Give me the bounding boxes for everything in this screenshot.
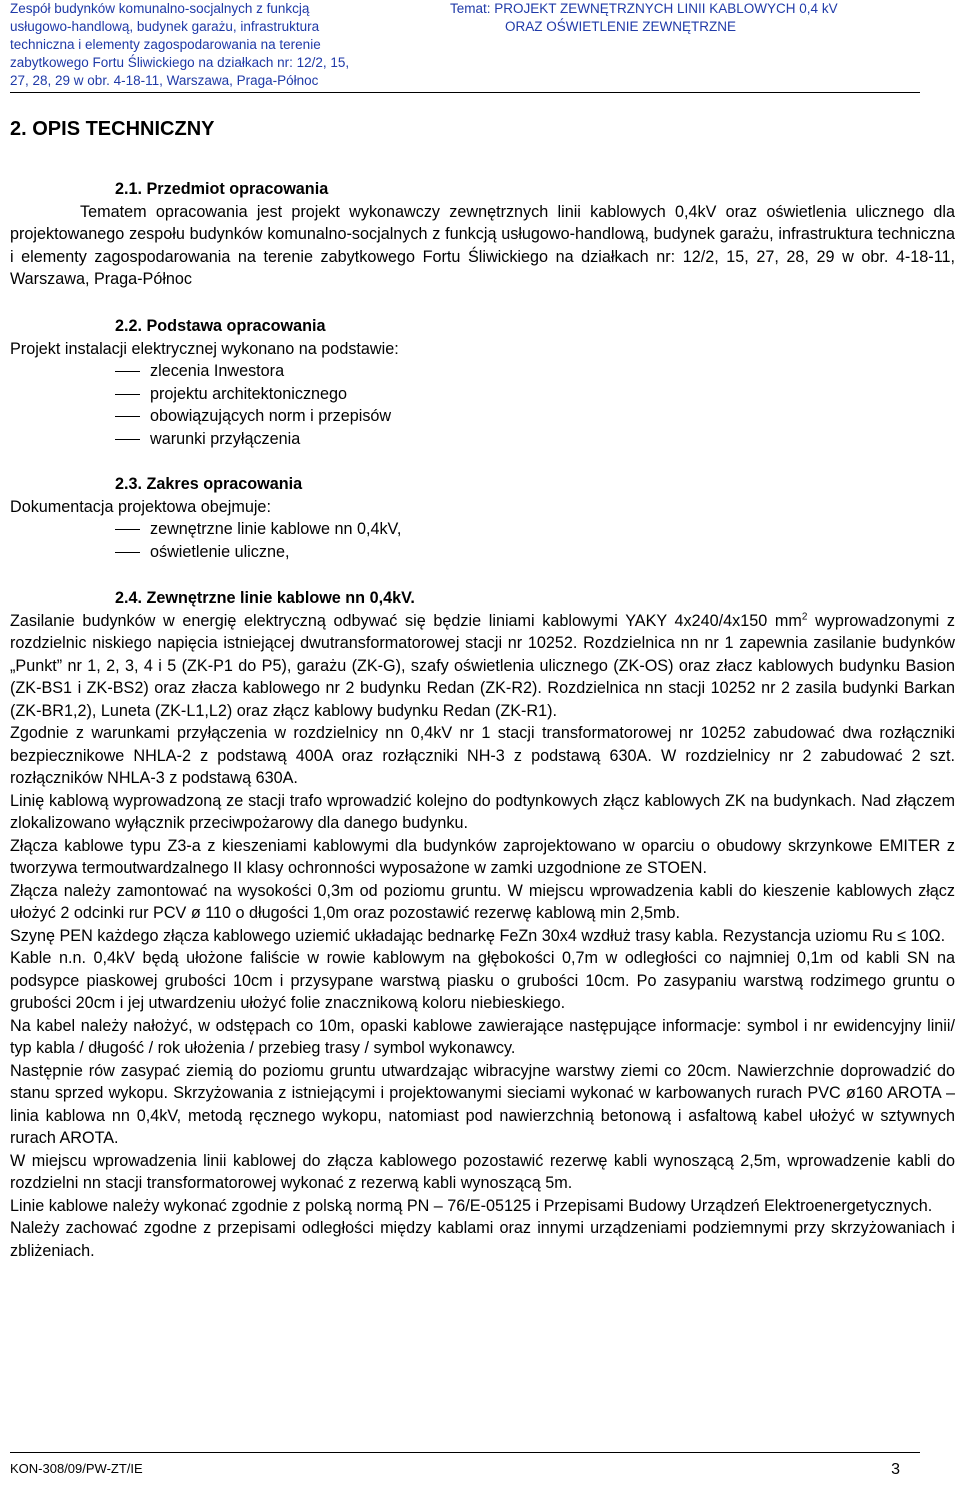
paragraph: Szynę PEN każdego złącza kablowego uziemić układając bednarkę FeZn 30x4 wzdłuż trasy kabla. Rezystancja uziomu Ru ≤ 10Ω.: [10, 926, 946, 945]
list-item: zewnętrzne linie kablowe nn 0,4kV,: [10, 518, 955, 541]
project-title-line: Zespół budynków komunalno-socjalnych z funkcją: [10, 1, 310, 16]
section-title: 2.3. Zakres opracowania: [115, 475, 303, 493]
section-2-3: [10, 473, 955, 563]
paragraph: Następnie rów zasypać ziemią do poziomu gruntu utwardzając wibracyjne warstwy ziemi co 20cm. Nawierzchnie doprowadzić do stanu sprzed wykopu. Skrzyżowania z istniejącymi i projektowanymi sieciami wykonać w karbowanych rurach PVC ø160 AROTA – linia kablowa nn 0,4kV, metodą ręcznego wykopu, natomiast pod nawierzchnią betonową i asfaltową kabel ułożyć w sztywnych rurach AROTA.: [10, 1061, 955, 1147]
section-text: Tematem opracowania jest projekt wykonawczy zewnętrznych linii kablowych 0,4kV oraz oświetlenia ulicznego dla projektowanego zespołu budynków komunalno-socjalnych z funkcją usługowo-handlową, budynek garażu, infrastruktura techniczna i elementy zagospodarowania na terenie zabytkowego Fortu Śliwickiego na działkach nr: 12/2, 15, 27, 28, 29 w obr. 4-18-11, Warszawa, Praga-Północ: [10, 202, 955, 288]
section-intro: Projekt instalacji elektrycznej wykonano na podstawie:: [10, 339, 399, 358]
page-number: 3: [891, 1461, 900, 1478]
paragraph: Złącza kablowe typu Z3-a z kieszeniami kablowymi dla budynków zaprojektowano w oparciu o obudowy skrzynkowe EMITER z tworzywa termoutwardzalnego II klasy ochronności wyposażone w zamki uzgodnione ze STOEN.: [10, 836, 955, 877]
scope-list: [10, 518, 955, 563]
section-2-1: [10, 178, 955, 291]
section-2-4: [10, 587, 955, 1262]
paragraph: Na kabel należy nałożyć, w odstępach co 10m, opaski kablowe zawierające następujące informacje: symbol i nr ewidencyjny linii/ typ kabla / długość / rok ułożenia / przebieg trasy / symbol wykonawcy.: [10, 1016, 955, 1057]
paragraph: Zgodnie z warunkami przyłączenia w rozdzielnicy nn 0,4kV nr 1 stacji transformatorowej nr 10252 zabudować dwa rozłączniki bezpiecznikowe NHLA-2 z podstawą 400A oraz rozłączniki NH-3 z podstawą 630A. W rozdzielnicy nr 2 zabudować 2 szt. rozłączników NHLA-3 z podstawą 630A.: [10, 724, 955, 787]
paragraph: W miejscu wprowadzenia linii kablowej do złącza kablowego pozostawić rezerwę kabli wynoszącą 2,5m, wprowadzenie kabli do rozdzielni nn stacji transformatorowej wykonać z rezerwą kabli wynoszącą 5m.: [10, 1151, 955, 1192]
topic-line: Temat: PROJEKT ZEWNĘTRZNYCH LINII KABLOWYCH 0,4 kV: [450, 1, 838, 16]
document-code: KON-308/09/PW-ZT/IE: [10, 1461, 143, 1476]
list-item: warunki przyłączenia: [10, 428, 955, 451]
list-item: zlecenia Inwestora: [10, 360, 955, 383]
topic-line: ORAZ OŚWIETLENIE ZEWNĘTRZNE: [505, 19, 737, 34]
project-title-line: techniczna i elementy zagospodarowania na terenie: [10, 37, 321, 52]
page-footer: [10, 1452, 920, 1476]
section-title: 2.1. Przedmiot opracowania: [115, 180, 329, 198]
paragraph-text: wyprowadzonymi z rozdzielnic niskiego napięcia istniejącej dwutransformatorowej stacji nr 10252. Rozdzielnica nn nr 1 zapewnia zasilanie budynków „Punkt” nr 1, 2, 3, 4 i 5 (ZK-P1 do P5), garażu (ZK-G), szafy oświetlenia ulicznego (ZK-OS) oraz złacz kablowych budynku Basion (ZK-BS1 i ZK-BS2) oraz złacza kablowego nr 2 budynku Redan (ZK-R2). Rozdzielnica nn stacji 10252 nr 2 zasila budynki Barkan (ZK-BR1,2), Luneta (ZK-L1,L2) oraz złącz kablowy budynku Redan (ZK-R1).: [10, 611, 955, 720]
paragraph: Należy zachować zgodne z przepisami odległości między kablami oraz innymi urządzeniami podziemnymi przy skrzyżowaniach i zbliżeniach.: [10, 1219, 955, 1260]
paragraph-text: Zasilanie budynków w energię elektryczną odbywać się będzie liniami kablowymi YAKY 4x240/4x150 mm: [10, 611, 802, 630]
list-item: projektu architektonicznego: [10, 383, 955, 406]
section-2-2: [10, 315, 955, 450]
basis-list: [10, 360, 955, 450]
section-title: 2.4. Zewnętrzne linie kablowe nn 0,4kV.: [115, 589, 415, 607]
paragraph: Linie kablowe należy wykonać zgodnie z polską normą PN – 76/E-05125 i Przepisami Budowy Urządzeń Elektroenergetycznych.: [10, 1196, 933, 1215]
paragraph: Złącza należy zamontować na wysokości 0,3m od poziomu gruntu. W miejscu wprowadzenia kabli do kieszenie kablowych złącz ułożyć 2 odcinki rur PCV ø 110 o długości 1,0m oraz pozostawić rezerwę kablową min 2,5mb.: [10, 881, 955, 922]
paragraph: [10, 610, 955, 723]
section-heading: 2. OPIS TECHNICZNY: [10, 118, 215, 140]
list-item: obowiązujących norm i przepisów: [10, 405, 955, 428]
section-title: 2.2. Podstawa opracowania: [115, 317, 326, 335]
project-title: [10, 0, 450, 90]
list-item: oświetlenie uliczne,: [10, 541, 955, 564]
project-title-line: usługowo-handlową, budynek garażu, infrastruktura: [10, 19, 320, 34]
superscript: 2: [801, 611, 808, 623]
project-title-line: zabytkowego Fortu Śliwickiego na działkach nr: 12/2, 15,: [10, 55, 350, 70]
section-intro: Dokumentacja projektowa obejmuje:: [10, 497, 271, 516]
paragraph: Kable n.n. 0,4kV będą ułożone faliście w rowie kablowym na głębokości 0,7m w odległości co najmniej 0,1m od kabli SN na podsypce piaskowej grubości 10cm i przysypane warstwą piasku o grubości 10cm. Po zasypaniu warstwą rodzimego gruntu o grubości 20cm i jej utwardzeniu ułożyć folie znacznikową koloru niebieskiego.: [10, 949, 955, 1012]
page-header: [10, 0, 920, 93]
project-title-line: 27, 28, 29 w obr. 4-18-11, Warszawa, Praga-Północ: [10, 73, 319, 88]
topic-title: [450, 0, 920, 36]
paragraph: Linię kablową wyprowadzoną ze stacji trafo wprowadzić kolejno do podtynkowych złącz kablowych ZK na budynkach. Nad złączem zlokalizowano wyłącznik przeciwpożarowy dla danego budynku.: [10, 791, 955, 832]
